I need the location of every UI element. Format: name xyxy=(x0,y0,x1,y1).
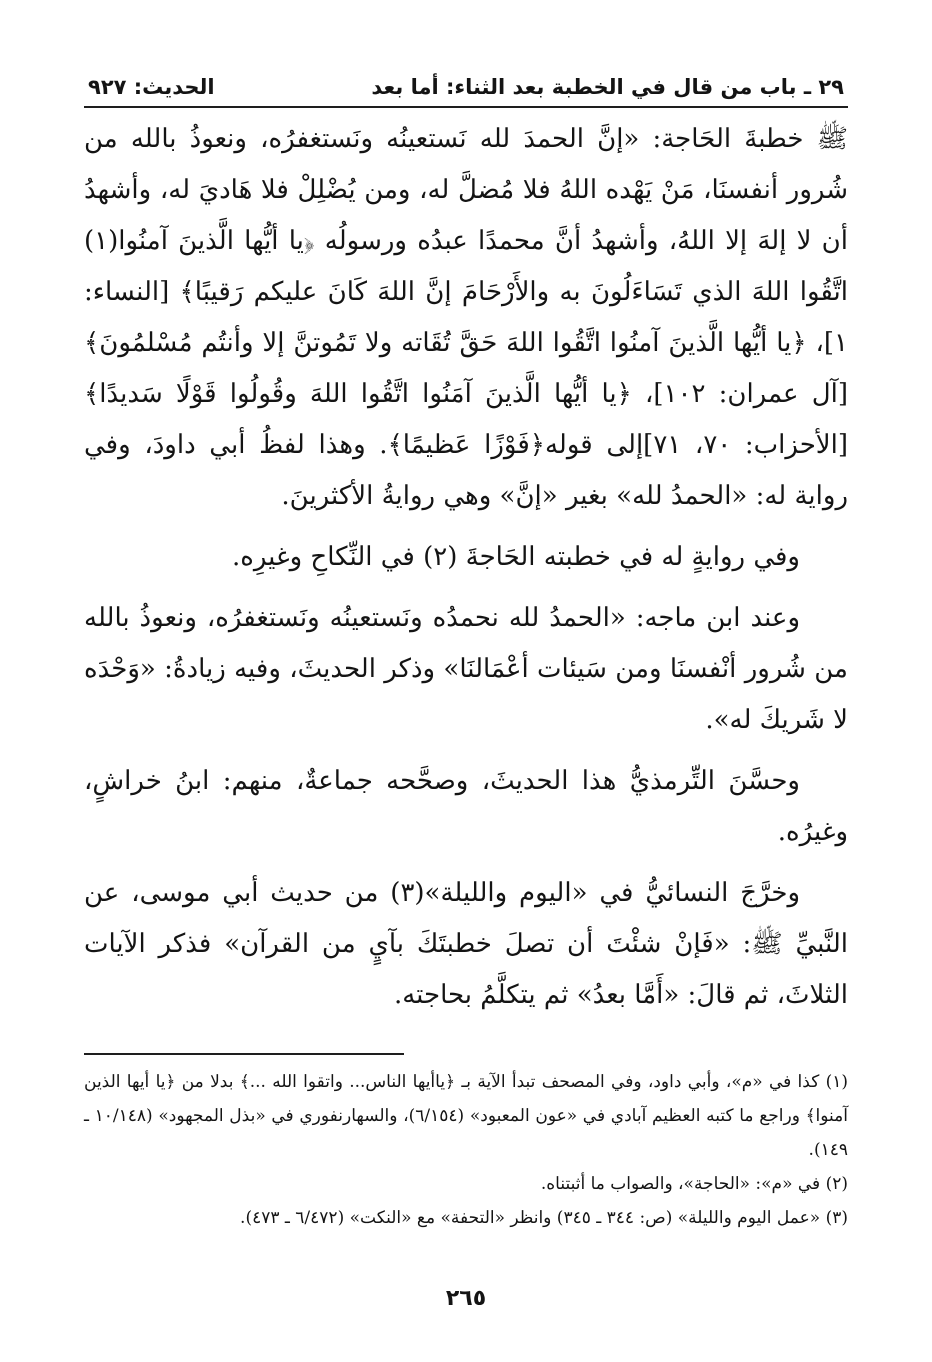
paragraph-tirmidhi: وحسَّنَ التِّرمذيُّ هذا الحديثَ، وصحَّحه جماعةٌ، منهم: ابنُ خراشٍ، وغيرُه. xyxy=(84,766,848,847)
page-number: ٢٦٥ xyxy=(445,1286,487,1311)
main-text xyxy=(84,114,848,1021)
running-header xyxy=(84,72,848,106)
footnotes xyxy=(84,1065,848,1235)
paragraph-ibn-majah: وعند ابن ماجه: «الحمدُ لله نحمدُه ونَستعينُه ونَستغفرُه، ونعوذُ بالله من شُرور أنْفسنَا ومن سَيئات أعْمَالنَا» وذكر الحديثَ، وفيه زيادةُ: «وَحْدَه لا شَريكَ له». xyxy=(84,603,848,735)
hadith-number: الحديث: ٩٢٧ xyxy=(88,75,215,99)
paragraph-nasai: وخرَّجَ النسائيُّ في «اليوم والليلة»(٣) من حديث أبي موسى، عن النَّبيِّ ﷺ: «فَإنْ شئْتَ أن تصلَ خطبتَكَ بآيٍ من القرآن» فذكر الآيات الثلاثَ، ثم قالَ: «أَمَّا بعدُ» ثم يتكلَّمُ بحاجته. xyxy=(84,878,848,1010)
chapter-title: ٢٩ ـ باب من قال في الخطبة بعد الثناء: أما بعد xyxy=(371,75,844,99)
footnote-separator xyxy=(84,1053,404,1055)
paragraph-marriage-narration: وفي روايةٍ له في خطبته الحَاجةَ (٢) في النِّكاحِ وغيرِه. xyxy=(231,542,800,572)
footnote-1: (١) كذا في «م»، وأبي داود، وفي المصحف تبدأ الآية بـ ﴿ياأيها الناس... واتقوا الله ...﴾ بدلا من ﴿يا أيها الذين آمنوا﴾ وراجع ما كتبه العظيم آبادي في «عون المعبود» (٦/١٥٤)، والسهارنفوري في «بذل المجهود» (١٠/١٤٨ ـ ١٤٩). xyxy=(84,1071,848,1160)
paragraph-hajah-sermon: ﷺ خطبةَ الحَاجة: «إنَّ الحمدَ لله نَستعينُه ونَستغفرُه، ونعوذُ بالله من شُرور أنفسنَا، مَنْ يَهْده اللهُ فلا مُضلَّ له، ومن يُضْلِلْ فلا هَاديَ له، وأشهدُ أن لا إلهَ إلا اللهُ، وأشهدُ أنَّ محمدًا عبدُه ورسولُه ﴿يا أيُّها الَّذينَ آمنُوا(١) اتَّقُوا اللهَ الذي تَسَاءَلُونَ به والأَرْحَامَ إنَّ اللهَ كَانَ عليكم رَقيبًا﴾ [النساء: ١]، ﴿يا أيُّها الَّذينَ آمنُوا اتَّقُوا اللهَ حَقَّ تُقَاته ولا تَمُوتنَّ إلا وأنتُم مُسْلمُونَ﴾ [آل عمران: ١٠٢]، ﴿يا أيُّها الَّذينَ آمَنُوا اتَّقُوا اللهَ وقُولُوا قَوْلًا سَديدًا﴾[الأحزاب: ٧٠، ٧١]إلى قوله﴿فَوْزًا عَظيمًا﴾. وهذا لفظُ أبي داودَ، وفي رواية له: «الحمدُ لله» بغير «إنَّ» وهي روايةُ الأكثرينَ. xyxy=(84,124,848,511)
footnote-3: (٣) «عمل اليوم والليلة» (ص: ٣٤٤ ـ ٣٤٥) وانظر «التحفة» مع «النكت» (٦/٤٧٢ ـ ٤٧٣). xyxy=(240,1207,848,1228)
footnote-2: (٢) في «م»: «الحاجة»، والصواب ما أثبتناه. xyxy=(540,1173,848,1194)
header-rule xyxy=(84,106,848,108)
